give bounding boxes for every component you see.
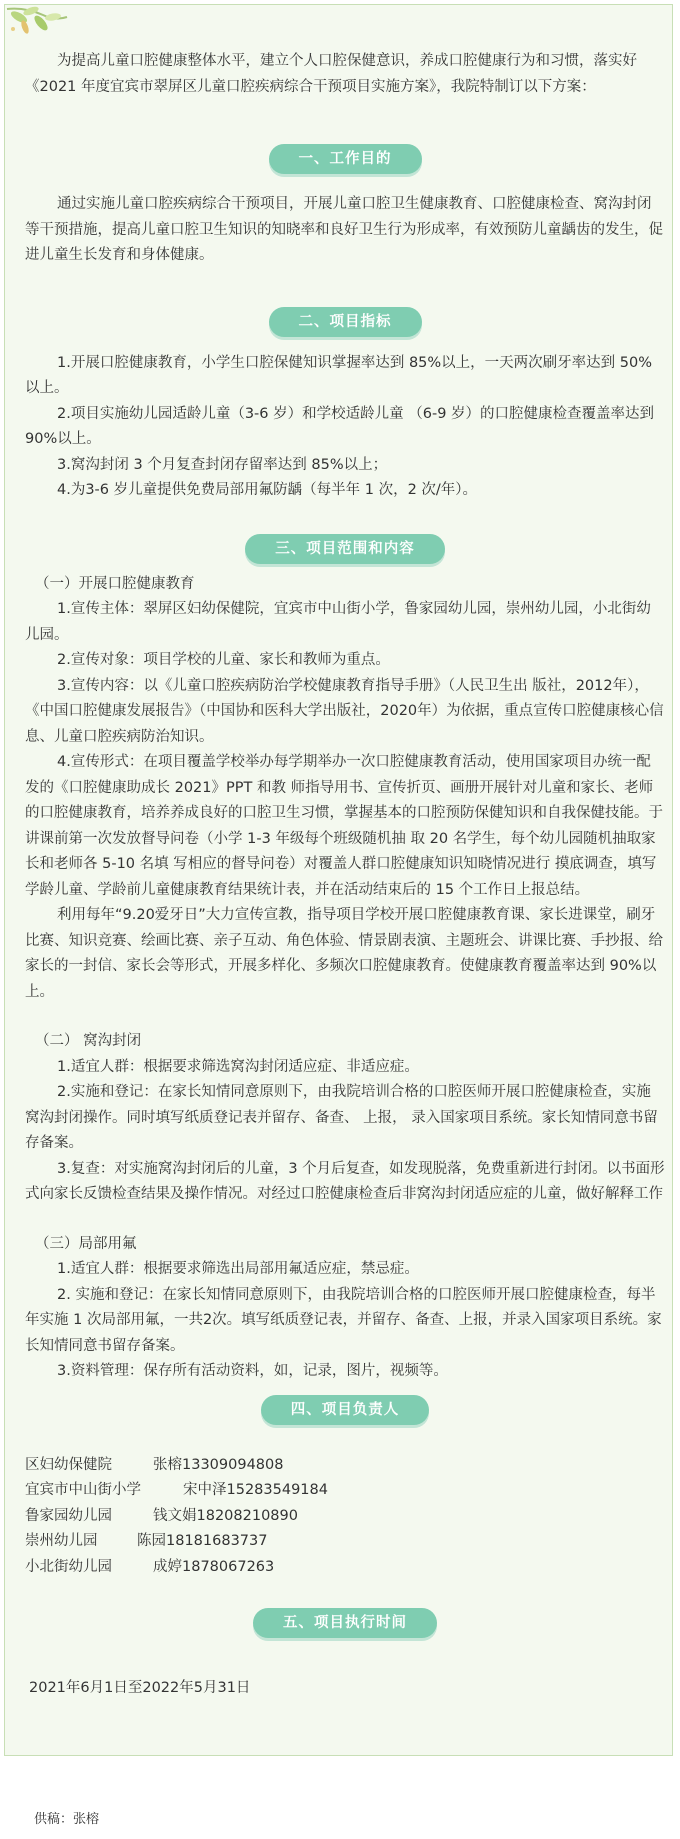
list-item: 利用每年“9.20爱牙日”大力宣传宣教，指导项目学校开展口腔健康教育课、家长进课堂，刷牙比赛、知识竞赛、绘画比赛、亲子互动、角色体验、情景剧表演、主题班会、讲课比赛、手抄报、给家长的一封信、家长会等形式，开展多样化、多频次口腔健康教育。使健康教育覆盖率达到 90%以上。 [25, 907, 663, 1000]
contact-row [25, 1504, 665, 1530]
scope-part-sealant [25, 1029, 665, 1208]
schedule-text: 2021年6月1日至2022年5月31日 [29, 1680, 251, 1696]
article-panel [4, 4, 673, 1756]
list-item: 3.复查：对实施窝沟封闭后的儿童，3 个月后复查，如发现脱落，免费重新进行封闭。以书面形式向家长反馈检查结果及操作情况。对经过口腔健康检查后非窝沟封闭适应症的儿童，做好解释工作 [25, 1160, 665, 1202]
list-item: 2. 实施和登记：在家长知情同意原则下，由我院培训合格的口腔医师开展口腔健康检查，每半年实施 1 次局部用氟，一共2次。填写纸质登记表，并留存、备查、上报，并录入国家项目系统。家长知情同意书留存备案。 [25, 1286, 662, 1354]
leaf-decoration-icon [5, 5, 75, 45]
contact-person: 陈园18181683737 [137, 1533, 268, 1549]
section-title-indicators: 二、项目指标 [269, 307, 422, 337]
list-item: 1.开展口腔健康教育，小学生口腔保健知识掌握率达到 85%以上，一天两次刷牙率达到 50%以上。 [25, 354, 653, 396]
list-item: 3.窝沟封闭 3 个月复查封闭存留率达到 85%以上； [57, 456, 388, 473]
sub-heading: （二） 窝沟封闭 [35, 1033, 142, 1049]
footer-credit: 供稿：张榕 [34, 1812, 100, 1827]
indicators-list [25, 351, 665, 504]
sub-heading: （一）开展口腔健康教育 [35, 575, 195, 592]
section-3-header [25, 534, 665, 564]
list-item: 3.资料管理：保存所有活动资料，如，记录，图片，视频等。 [57, 1363, 448, 1379]
section-title-schedule: 五、项目执行时间 [253, 1608, 437, 1638]
purpose-paragraph: 通过实施儿童口腔疾病综合干预项目，开展儿童口腔卫生健康教育、口腔健康检查、窝沟封闭等干预措施，提高儿童口腔卫生知识的知晓率和良好卫生行为形成率，有效预防儿童龋齿的发生，促进儿童生长发育和身体健康。 [25, 196, 663, 263]
list-item: 3.宣传内容：以《儿童口腔疾病防治学校健康教育指导手册》（人民卫生出 版社，2012年），《中国口腔健康发展报告》（中国协和医科大学出版社，2020年）为依据，重点宣传口腔健康核心信息、儿童口腔疾病防治知识。 [25, 677, 664, 745]
section-title-purpose: 一、工作目的 [269, 144, 422, 174]
scope-part-fluoride [25, 1232, 665, 1385]
contact-row [25, 1555, 665, 1581]
contact-org: 鲁家园幼儿园 [25, 1507, 112, 1524]
section-1-header [25, 144, 665, 174]
contact-org: 宜宾市中山街小学 [25, 1482, 141, 1498]
section-title-scope: 三、项目范围和内容 [245, 534, 445, 564]
contact-row [25, 1529, 665, 1555]
contact-org: 崇州幼儿园 [25, 1533, 98, 1549]
list-item: 2.项目实施幼儿园适龄儿童（3-6 岁）和学校适龄儿童 （6-9 岁）的口腔健康检查覆盖率达到 90%以上。 [25, 405, 655, 447]
list-item: 2.实施和登记：在家长知情同意原则下，由我院培训合格的口腔医师开展口腔健康检查，实施窝沟封闭操作。同时填写纸质登记表并留存、备查、 上报， 录入国家项目系统。家长知情同意书留存备案。 [25, 1084, 658, 1151]
contact-person: 张榕13309094808 [153, 1456, 284, 1473]
list-item: 4.为3-6 岁儿童提供免费局部用氟防龋（每半年 1 次，2 次/年）。 [57, 482, 478, 498]
contact-person: 成婷1878067263 [153, 1558, 275, 1575]
article-content [25, 49, 665, 1702]
intro-paragraph: 为提高儿童口腔健康整体水平，建立个人口腔保健意识，养成口腔健康行为和习惯，落实好《2021 年度宜宾市翠屏区儿童口腔疾病综合干预项目实施方案》，我院特制订以下方案： [25, 53, 637, 95]
list-item: 4.宣传形式：在项目覆盖学校举办每学期举办一次口腔健康教育活动，使用国家项目办统一配发的《口腔健康助成长 2021》PPT 和教 师指导用书、宣传折页、画册开展针对儿童和家长、老师的口腔健康教育，培养养成良好的口腔卫生习惯，掌握基本的口腔预防保健知识和自我保健技能。于讲课前第一次发放督导问卷（小学 1-3 年级每个班级随机抽 取 20 名学生，每个幼儿园随机抽取家长和老师各 5-10 名填 写相应的督导问卷）对覆盖人群口腔健康知识知晓情况进行 摸底调查，填写学龄儿童、学龄前儿童健康教育结果统计表，并在活动结束后的 15 个工作日上报总结。 [25, 754, 663, 898]
contact-person: 钱文娟18208210890 [153, 1507, 298, 1524]
contact-row [25, 1453, 665, 1479]
list-item: 1.适宜人群：根据要求筛选窝沟封闭适应症、非适应症。 [57, 1058, 419, 1075]
section-title-leaders: 四、项目负责人 [261, 1395, 430, 1425]
sub-heading: （三）局部用氟 [35, 1235, 137, 1252]
section-4-header [25, 1395, 665, 1425]
section-2-header [25, 307, 665, 337]
section-5-header [25, 1608, 665, 1638]
contact-person: 宋中泽15283549184 [183, 1482, 328, 1498]
contact-org: 小北街幼儿园 [25, 1558, 112, 1575]
list-item: 1.适宜人群：根据要求筛选出局部用氟适应症，禁忌症。 [57, 1261, 419, 1277]
contacts-list [25, 1453, 665, 1581]
scope-part-education [25, 572, 665, 1006]
list-item: 2.宣传对象：项目学校的儿童、家长和教师为重点。 [57, 652, 390, 668]
contact-row [25, 1478, 665, 1504]
list-item: 1.宣传主体：翠屏区妇幼保健院，宜宾市中山街小学，鲁家园幼儿园，崇州幼儿园，小北街幼儿园。 [25, 601, 651, 643]
contact-org: 区妇幼保健院 [25, 1456, 112, 1473]
